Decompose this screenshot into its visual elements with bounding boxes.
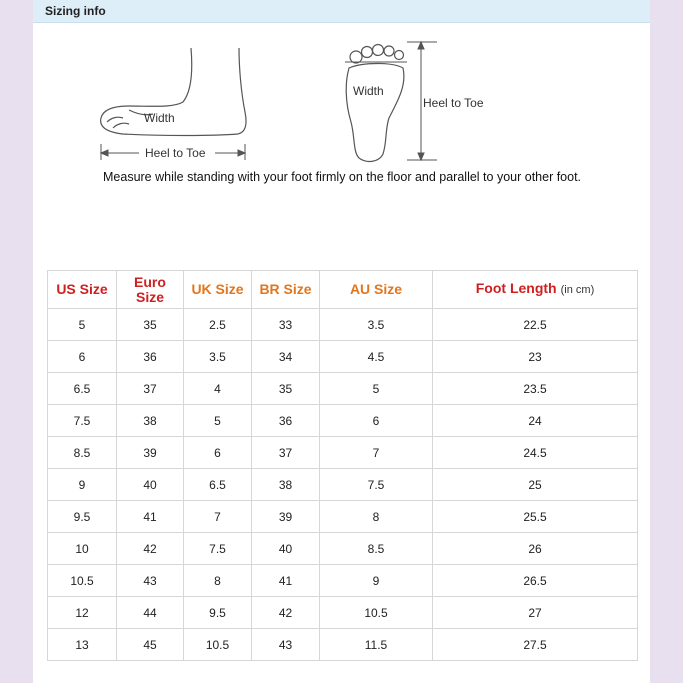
cell-us-size: 10	[48, 533, 117, 565]
cell-au-size: 9	[320, 565, 433, 597]
col-header-foot-length	[433, 271, 638, 309]
col-header-euro-size-label: Euro Size	[134, 273, 166, 305]
cell-br-size: 39	[252, 501, 320, 533]
cell-us-size: 10.5	[48, 565, 117, 597]
sole-width-label: Width	[353, 84, 384, 98]
cell-au-size: 3.5	[320, 309, 433, 341]
cell-au-size: 10.5	[320, 597, 433, 629]
cell-au-size: 6	[320, 405, 433, 437]
cell-euro-size: 37	[117, 373, 184, 405]
col-header-foot-length-label: Foot Length	[475, 280, 557, 296]
col-header-us-size: US Size	[48, 271, 117, 309]
cell-br-size: 36	[252, 405, 320, 437]
cell-euro-size: 40	[117, 469, 184, 501]
cell-br-size: 40	[252, 533, 320, 565]
cell-foot-length: 25.5	[433, 501, 638, 533]
cell-au-size: 5	[320, 373, 433, 405]
cell-au-size: 8.5	[320, 533, 433, 565]
cell-foot-length: 26.5	[433, 565, 638, 597]
cell-br-size: 42	[252, 597, 320, 629]
table-row	[48, 469, 638, 501]
header-bar	[33, 0, 650, 23]
table-body	[48, 309, 638, 661]
cell-euro-size: 45	[117, 629, 184, 661]
table-row	[48, 437, 638, 469]
cell-uk-size: 9.5	[184, 597, 252, 629]
cell-euro-size: 44	[117, 597, 184, 629]
sole-length-label: Heel to Toe	[423, 96, 484, 110]
table-row	[48, 597, 638, 629]
cell-foot-length: 22.5	[433, 309, 638, 341]
side-width-label: Width	[144, 111, 175, 125]
cell-uk-size: 8	[184, 565, 252, 597]
cell-br-size: 37	[252, 437, 320, 469]
table-row	[48, 501, 638, 533]
table-row	[48, 405, 638, 437]
cell-br-size: 33	[252, 309, 320, 341]
cell-us-size: 9.5	[48, 501, 117, 533]
cell-br-size: 43	[252, 629, 320, 661]
cell-foot-length: 23	[433, 341, 638, 373]
foot-measure-diagram	[33, 22, 650, 192]
table-row	[48, 373, 638, 405]
cell-uk-size: 3.5	[184, 341, 252, 373]
cell-euro-size: 35	[117, 309, 184, 341]
cell-uk-size: 6	[184, 437, 252, 469]
col-header-foot-length-unit: (in cm)	[560, 284, 595, 296]
cell-euro-size: 43	[117, 565, 184, 597]
foot-diagram-svg	[33, 22, 650, 172]
table-row	[48, 309, 638, 341]
cell-us-size: 8.5	[48, 437, 117, 469]
cell-au-size: 4.5	[320, 341, 433, 373]
cell-us-size: 6	[48, 341, 117, 373]
col-header-euro-size	[117, 271, 184, 309]
cell-euro-size: 38	[117, 405, 184, 437]
table-row	[48, 565, 638, 597]
cell-euro-size: 42	[117, 533, 184, 565]
table-row	[48, 341, 638, 373]
cell-au-size: 7	[320, 437, 433, 469]
cell-foot-length: 26	[433, 533, 638, 565]
cell-br-size: 38	[252, 469, 320, 501]
cell-foot-length: 24	[433, 405, 638, 437]
cell-euro-size: 39	[117, 437, 184, 469]
cell-us-size: 7.5	[48, 405, 117, 437]
cell-us-size: 9	[48, 469, 117, 501]
cell-uk-size: 5	[184, 405, 252, 437]
cell-uk-size: 7	[184, 501, 252, 533]
cell-us-size: 5	[48, 309, 117, 341]
cell-uk-size: 4	[184, 373, 252, 405]
cell-br-size: 35	[252, 373, 320, 405]
size-chart-table	[47, 270, 638, 661]
cell-uk-size: 2.5	[184, 309, 252, 341]
cell-euro-size: 41	[117, 501, 184, 533]
cell-au-size: 11.5	[320, 629, 433, 661]
cell-uk-size: 7.5	[184, 533, 252, 565]
cell-au-size: 7.5	[320, 469, 433, 501]
cell-euro-size: 36	[117, 341, 184, 373]
header-title: Sizing info	[45, 4, 106, 18]
cell-foot-length: 24.5	[433, 437, 638, 469]
measure-instruction: Measure while standing with your foot firmly on the floor and parallel to your other foot.	[103, 170, 582, 184]
cell-uk-size: 10.5	[184, 629, 252, 661]
cell-us-size: 6.5	[48, 373, 117, 405]
cell-us-size: 12	[48, 597, 117, 629]
table-header-row	[48, 271, 638, 309]
cell-us-size: 13	[48, 629, 117, 661]
col-header-uk-size: UK Size	[184, 271, 252, 309]
cell-foot-length: 23.5	[433, 373, 638, 405]
cell-foot-length: 27	[433, 597, 638, 629]
table-row	[48, 629, 638, 661]
side-length-label: Heel to Toe	[145, 146, 206, 160]
cell-br-size: 34	[252, 341, 320, 373]
cell-br-size: 41	[252, 565, 320, 597]
table-row	[48, 533, 638, 565]
cell-foot-length: 27.5	[433, 629, 638, 661]
cell-foot-length: 25	[433, 469, 638, 501]
col-header-au-size: AU Size	[320, 271, 433, 309]
col-header-br-size: BR Size	[252, 271, 320, 309]
cell-au-size: 8	[320, 501, 433, 533]
cell-uk-size: 6.5	[184, 469, 252, 501]
